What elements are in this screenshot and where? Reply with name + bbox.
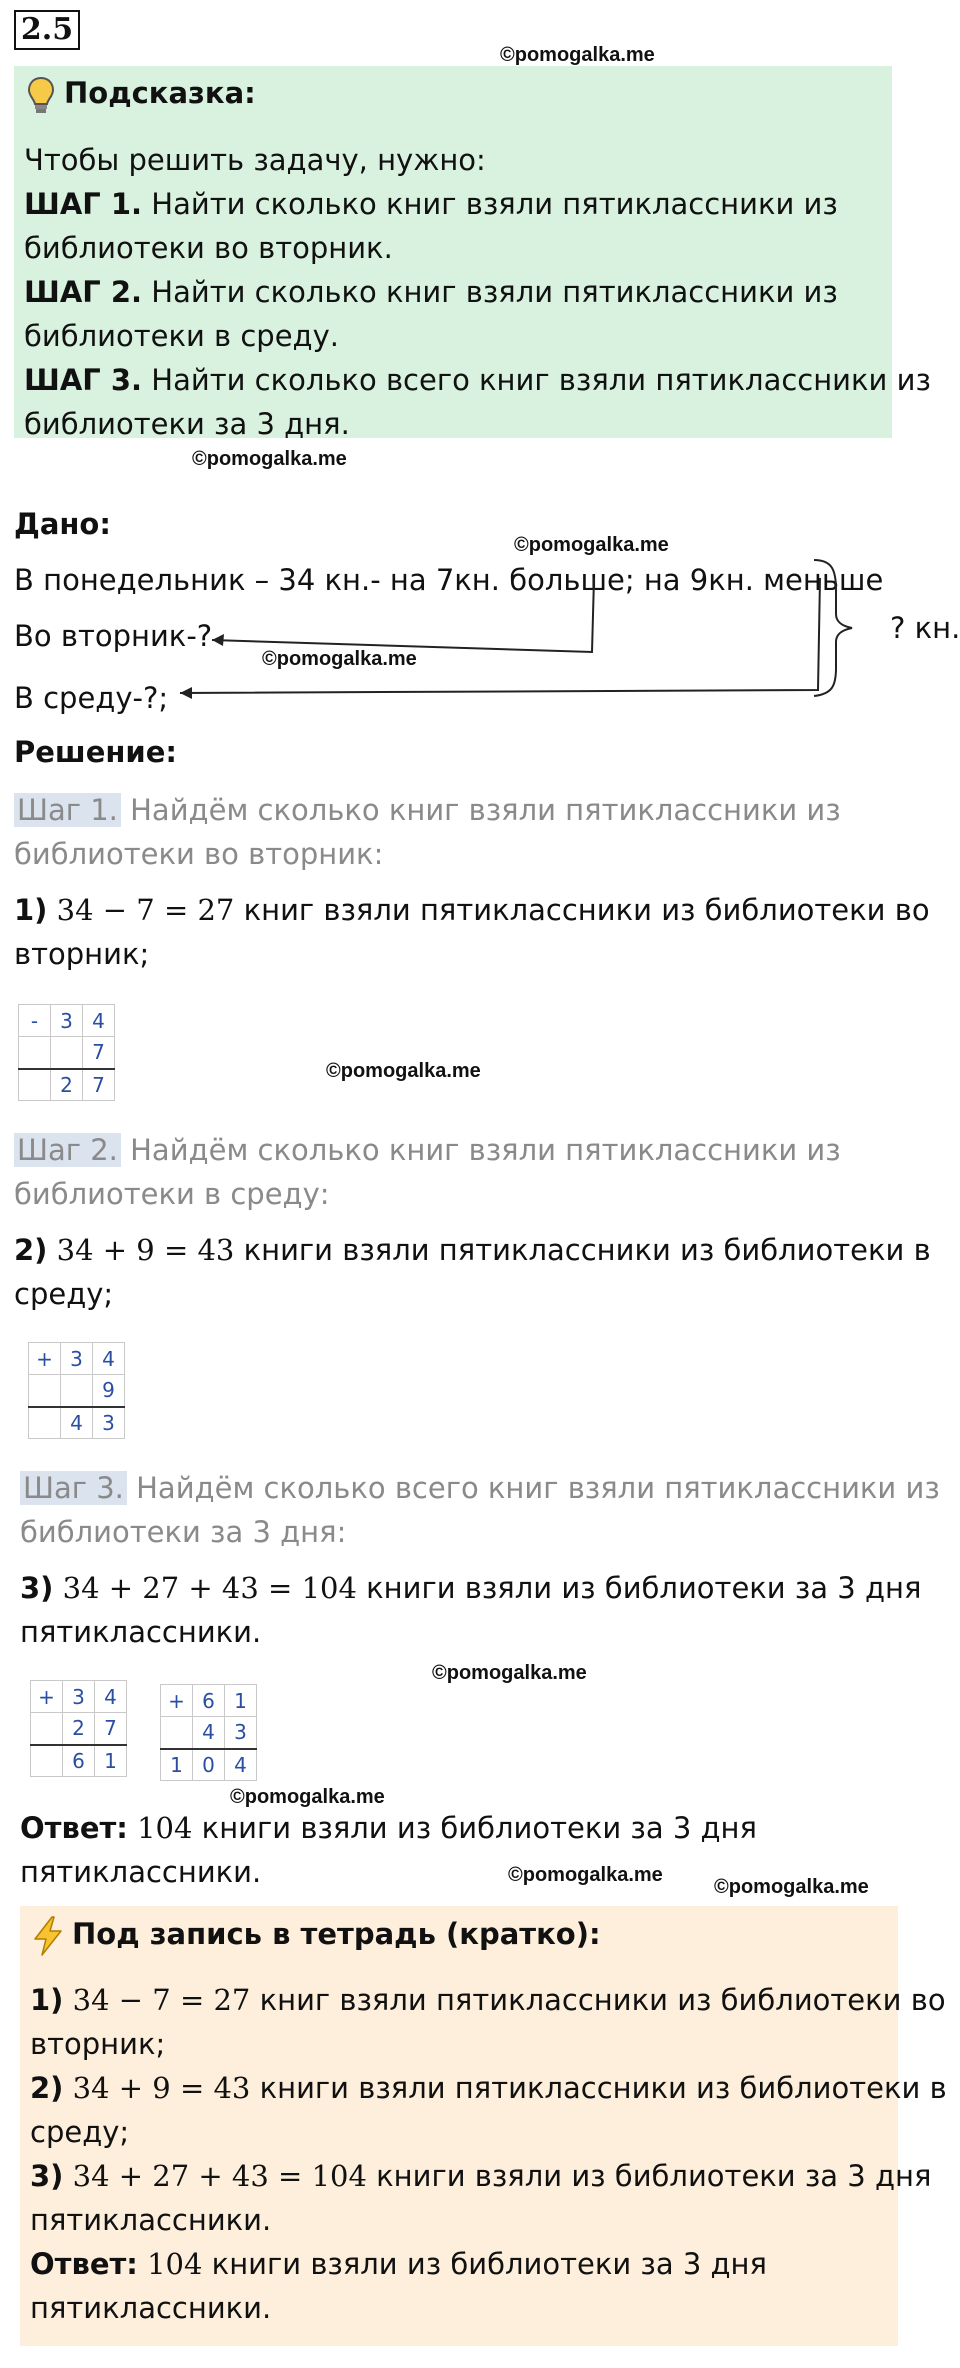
notebook-step-3-line-1: 3) 34 + 27 + 43 = 104 книги взяли из библиотеки за 3 дня bbox=[30, 2159, 932, 2193]
step-2-tag: Шаг 2. bbox=[14, 1133, 121, 1167]
hint-step-1-line-2: библиотеки во вторник. bbox=[24, 231, 393, 265]
notebook-box bbox=[20, 1906, 947, 2346]
notebook-answer-line-2: пятиклассники. bbox=[30, 2291, 272, 2325]
step-3-description-line-1: Шаг 3. Найдём сколько всего книг взяли пятиклассники из bbox=[20, 1466, 940, 1510]
step-2-description-line-2: библиотеки в среду: bbox=[14, 1177, 330, 1211]
notebook-step-1-line-2: вторник; bbox=[30, 2027, 166, 2061]
hint-intro: Чтобы решить задачу, нужно: bbox=[24, 143, 486, 177]
step-1-calc-line-1: 1) 34 − 7 = 27 книг взяли пятиклассники из библиотеки во bbox=[14, 893, 930, 927]
step-2-calc-line-1: 2) 34 + 9 = 43 книги взяли пятиклассники из библиотеки в bbox=[14, 1233, 931, 1267]
watermark: ©pomogalka.me bbox=[500, 44, 655, 66]
hint-step-2-line-1: ШАГ 2. Найти сколько книг взяли пятиклассники из bbox=[24, 275, 838, 309]
given-arrows bbox=[0, 540, 940, 710]
column-addition-3b: + 6 1 4 3 1 0 4 bbox=[160, 1684, 257, 1781]
watermark: ©pomogalka.me bbox=[432, 1662, 587, 1684]
notebook-step-2-line-1: 2) 34 + 9 = 43 книги взяли пятиклассники из библиотеки в bbox=[30, 2071, 947, 2105]
watermark: ©pomogalka.me bbox=[508, 1864, 663, 1886]
given-title: Дано: bbox=[14, 507, 111, 541]
step-3-description-line-2: библиотеки за 3 дня: bbox=[20, 1515, 347, 1549]
hint-title: Подсказка: bbox=[64, 76, 256, 110]
given-total: ? кн. bbox=[890, 611, 960, 645]
watermark: ©pomogalka.me bbox=[514, 534, 669, 556]
column-sign: + bbox=[31, 1681, 63, 1713]
watermark: ©pomogalka.me bbox=[262, 648, 417, 670]
watermark: ©pomogalka.me bbox=[714, 1876, 869, 1898]
lightning-icon bbox=[32, 1916, 64, 1956]
notebook-answer-line-1: Ответ: 104 книги взяли из библиотеки за 3 дня bbox=[30, 2247, 767, 2281]
given-wednesday: В среду-?; bbox=[14, 681, 169, 715]
step-2-calc-line-2: среду; bbox=[14, 1277, 114, 1311]
lightbulb-icon bbox=[28, 76, 54, 116]
notebook-step-1-line-1: 1) 34 − 7 = 27 книг взяли пятиклассники из библиотеки во bbox=[30, 1983, 946, 2017]
step-3-tag: Шаг 3. bbox=[20, 1471, 127, 1505]
column-sign: + bbox=[29, 1343, 61, 1375]
notebook-step-2-line-2: среду; bbox=[30, 2115, 130, 2149]
answer-line-1: Ответ: 104 книги взяли из библиотеки за 3 дня bbox=[20, 1811, 757, 1845]
column-addition-2: + 3 4 9 4 3 bbox=[28, 1342, 125, 1439]
step-1-description-line-2: библиотеки во вторник: bbox=[14, 837, 384, 871]
given-tuesday: Во вторник-? bbox=[14, 619, 213, 653]
notebook-title: Под запись в тетрадь (кратко): bbox=[72, 1917, 601, 1951]
step-2-description-line-1: Шаг 2. Найдём сколько книг взяли пятиклассники из bbox=[14, 1128, 841, 1172]
step-3-calc-line-2: пятиклассники. bbox=[20, 1615, 262, 1649]
hint-step-1-line-1: ШАГ 1. Найти сколько книг взяли пятиклассники из bbox=[24, 187, 838, 221]
answer-line-2: пятиклассники. bbox=[20, 1855, 262, 1889]
column-sign: - bbox=[19, 1005, 51, 1037]
step-1-tag: Шаг 1. bbox=[14, 793, 121, 827]
column-subtraction-1: - 3 4 7 2 7 bbox=[18, 1004, 115, 1101]
step-3-calc-line-1: 3) 34 + 27 + 43 = 104 книги взяли из библиотеки за 3 дня bbox=[20, 1571, 922, 1605]
watermark: ©pomogalka.me bbox=[230, 1786, 385, 1808]
hint-box bbox=[14, 66, 931, 441]
step-1-calc-line-2: вторник; bbox=[14, 937, 150, 971]
notebook-step-3-line-2: пятиклассники. bbox=[30, 2203, 272, 2237]
hint-step-3-line-1: ШАГ 3. Найти сколько всего книг взяли пятиклассники из bbox=[24, 363, 931, 397]
hint-step-2-line-2: библиотеки в среду. bbox=[24, 319, 339, 353]
watermark: ©pomogalka.me bbox=[192, 448, 347, 470]
column-addition-3a: + 3 4 2 7 6 1 bbox=[30, 1680, 127, 1777]
step-1-description-line-1: Шаг 1. Найдём сколько книг взяли пятиклассники из bbox=[14, 788, 841, 832]
watermark: ©pomogalka.me bbox=[326, 1060, 481, 1082]
column-sign: + bbox=[161, 1685, 193, 1717]
solution-title: Решение: bbox=[14, 735, 178, 769]
task-number: 2.5 bbox=[14, 10, 80, 50]
given-monday: В понедельник – 34 кн.- на 7кн. больше; на 9кн. меньше bbox=[14, 563, 884, 597]
hint-step-3-line-2: библиотеки за 3 дня. bbox=[24, 407, 350, 441]
